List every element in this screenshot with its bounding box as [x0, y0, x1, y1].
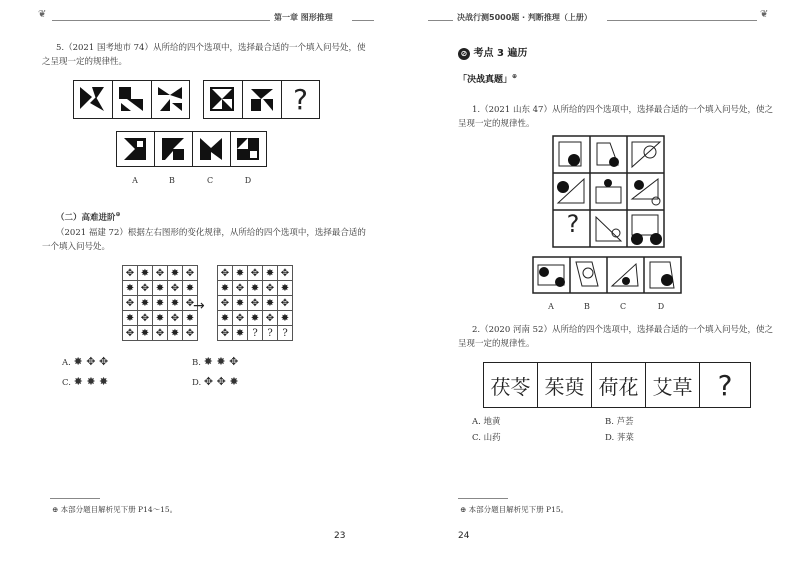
- q-fujian-arrow-icon: →: [193, 298, 205, 314]
- right-page: [400, 0, 800, 566]
- q5-option-a-label: A: [132, 176, 138, 185]
- left-footnote: ⊕ 本部分题目解析见下册 P14～15。: [52, 505, 178, 514]
- q5-figure-1: [74, 81, 113, 118]
- q2-word-1: 茯苓: [484, 363, 538, 407]
- q5-figure-2: [113, 81, 152, 118]
- q2-option-a[interactable]: A. 地黄: [472, 417, 501, 427]
- q-fujian-text-line2: 一个填入问号处。: [42, 242, 111, 252]
- q-fujian-option-d[interactable]: D. ✥ ✥ ✸: [192, 375, 239, 388]
- q5-option-d-label: D: [244, 176, 252, 185]
- q-fujian-text-line1: （2021 福建 72）根据左右图形的变化规律，从所给的四个选项中，选择最合适的: [56, 228, 366, 238]
- right-header-title: 决战行测5000题 · 判断推理（上册）: [457, 13, 592, 22]
- q1-option-a-label: A: [548, 302, 554, 311]
- q-fujian-left-grid: ✥ ✸ ✥ ✸ ✥ ✸ ✥ ✸ ✥ ✸ ✥ ✸ ✸ ✸ ✥ ✸ ✥ ✸ ✥ ✸ ✥ ✸ ✥ ✸ ✥: [122, 265, 198, 341]
- right-header-rule-start: [428, 20, 453, 21]
- q2-text-line1: 2.（2020 河南 52）从所给的四个选项中，选择最合适的一个填入问号处，使之: [472, 325, 773, 335]
- q5-text-line2: 之呈现一定的规律性。: [42, 57, 128, 67]
- right-footnote: ⊕ 本部分题目解析见下册 P15。: [460, 505, 569, 514]
- q5-figure-5: [243, 81, 282, 118]
- section3-heading: [458, 44, 527, 60]
- q2-option-c[interactable]: C. 山药: [472, 433, 501, 443]
- q2-option-d[interactable]: D. 荠菜: [605, 433, 634, 443]
- q5-option-b-label: B: [169, 176, 175, 185]
- q1-text-line1: 1.（2021 山东 47）从所给的四个选项中，选择最合适的一个填入问号处，使之: [472, 105, 773, 115]
- q5-option-a-figure[interactable]: [117, 132, 155, 166]
- q5-options-strip: [116, 131, 267, 167]
- q-fujian-option-b[interactable]: B. ✸ ✸ ✥: [192, 355, 239, 368]
- section-icon: ⊘: [458, 48, 470, 60]
- q5-option-c-label: C: [206, 176, 214, 185]
- q5-figure-4: [204, 81, 243, 118]
- left-footnote-rule: [50, 498, 100, 499]
- q2-word-strip: [483, 362, 751, 408]
- q5-figure-3: [152, 81, 189, 118]
- q2-word-3: 荷花: [592, 363, 646, 407]
- right-page-number: 24: [458, 531, 470, 541]
- q-fujian-option-c[interactable]: C. ✸ ✸ ✸: [62, 375, 109, 388]
- q2-question-mark: ?: [717, 368, 733, 402]
- q1-option-b-label: B: [584, 302, 590, 311]
- section2-title: （二）高难进阶⊕: [56, 211, 121, 223]
- q-fujian-option-a[interactable]: A. ✸ ✥ ✥: [62, 355, 109, 368]
- q2-option-b[interactable]: B. 芦荟: [605, 417, 634, 427]
- grid-q-cell-3: ?: [278, 326, 293, 341]
- q1-options-strip: [532, 256, 682, 294]
- q1-option-d-label: D: [657, 302, 665, 311]
- q-fujian-right-grid: ✥ ✸ ✥ ✸ ✥ ✸ ✥ ✸ ✥ ✸ ✥ ✸ ✥ ✸ ✥ ✸ ✥ ✸ ✥ ✸ ✥ ✸ ? ? ?: [217, 265, 293, 341]
- right-header-rule: [607, 20, 757, 21]
- section-tag: 「决战真题」⊕: [458, 73, 518, 85]
- q2-word-2: 茱萸: [538, 363, 592, 407]
- q5-option-b-figure[interactable]: [155, 132, 193, 166]
- section3-title: 考点 3 遍历: [473, 48, 528, 59]
- q1-option-c-label: C: [619, 302, 627, 311]
- q5-question-mark: ?: [293, 83, 308, 116]
- q2-text-line2: 呈现一定的规律性。: [458, 339, 535, 349]
- q5-sequence-right: [203, 80, 320, 119]
- q5-option-d-figure[interactable]: [231, 132, 266, 166]
- left-header-rule-end: [352, 20, 374, 21]
- right-header-ornament-icon: ❦: [760, 9, 769, 20]
- q2-word-4: 艾草: [646, 363, 700, 407]
- q5-option-c-figure[interactable]: [193, 132, 231, 166]
- q5-text-line1: 5.（2021 国考地市 74）从所给的四个选项中，选择最合适的一个填入问号处，使: [56, 43, 366, 53]
- grid-q-cell-2: ?: [263, 326, 278, 341]
- right-footnote-rule: [458, 498, 508, 499]
- left-page-number: 23: [334, 531, 346, 541]
- left-header-rule: [52, 20, 270, 21]
- grid-q-cell-1: ?: [248, 326, 263, 341]
- left-header-ornament-icon: ❦: [38, 9, 47, 20]
- q1-text-line2: 呈现一定的规律性。: [458, 119, 535, 129]
- q1-question-mark: ?: [566, 210, 580, 238]
- left-header-title: 第一章 图形推理: [274, 13, 333, 22]
- q5-sequence-left: [73, 80, 190, 119]
